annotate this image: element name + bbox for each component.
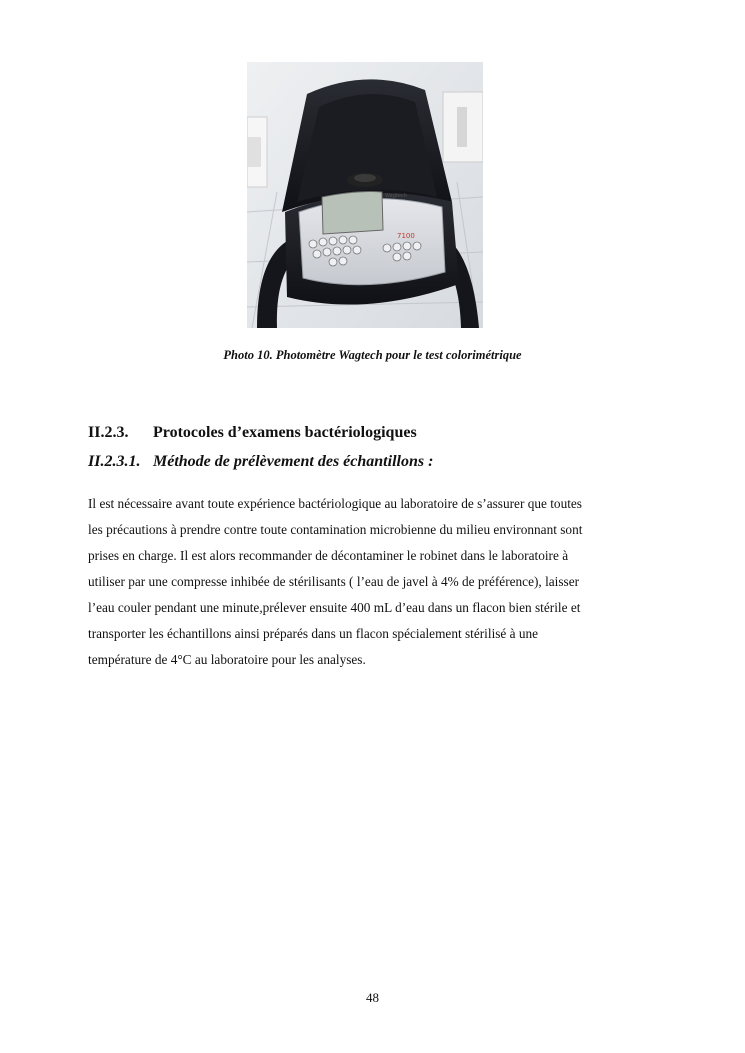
section-heading [88,424,417,442]
paragraph-line: transporter les échantillons ainsi préparés dans un flacon spécialement stérilisé à une [88,626,539,641]
paragraph-line: Il est nécessaire avant toute expérience bactériologique au laboratoire de s’assurer que toutes [88,496,582,511]
paragraph-line: température de 4°C au laboratoire pour les analyses. [88,652,366,667]
section-number: II.2.3. [88,424,129,441]
paragraph-line: les précautions à prendre contre toute contamination microbienne du milieu environnant sont [88,522,583,537]
page-number: 48 [366,990,379,1005]
figure-caption: Photo 10. Photomètre Wagtech pour le test colorimétrique [223,348,522,362]
svg-text:Wagtech: Wagtech [385,193,407,199]
body-paragraph [88,491,658,673]
subsection-number: II.2.3.1. [88,453,141,470]
section-title: Protocoles d’examens bactériologiques [153,424,417,441]
paragraph-line: l’eau couler pendant une minute,prélever ensuite 400 mL d’eau dans un flacon bien stérile et [88,600,581,615]
subsection-heading [88,453,433,471]
svg-text:7100: 7100 [397,232,415,240]
paragraph-line: prises en charge. Il est alors recommander de décontaminer le robinet dans le laboratoire à [88,548,569,563]
photometer-photo [247,62,483,328]
paragraph-line: utiliser par une compresse inhibée de stérilisants ( l’eau de javel à 4% de préférence), laisser [88,574,580,589]
subsection-title: Méthode de prélèvement des échantillons : [153,453,434,470]
